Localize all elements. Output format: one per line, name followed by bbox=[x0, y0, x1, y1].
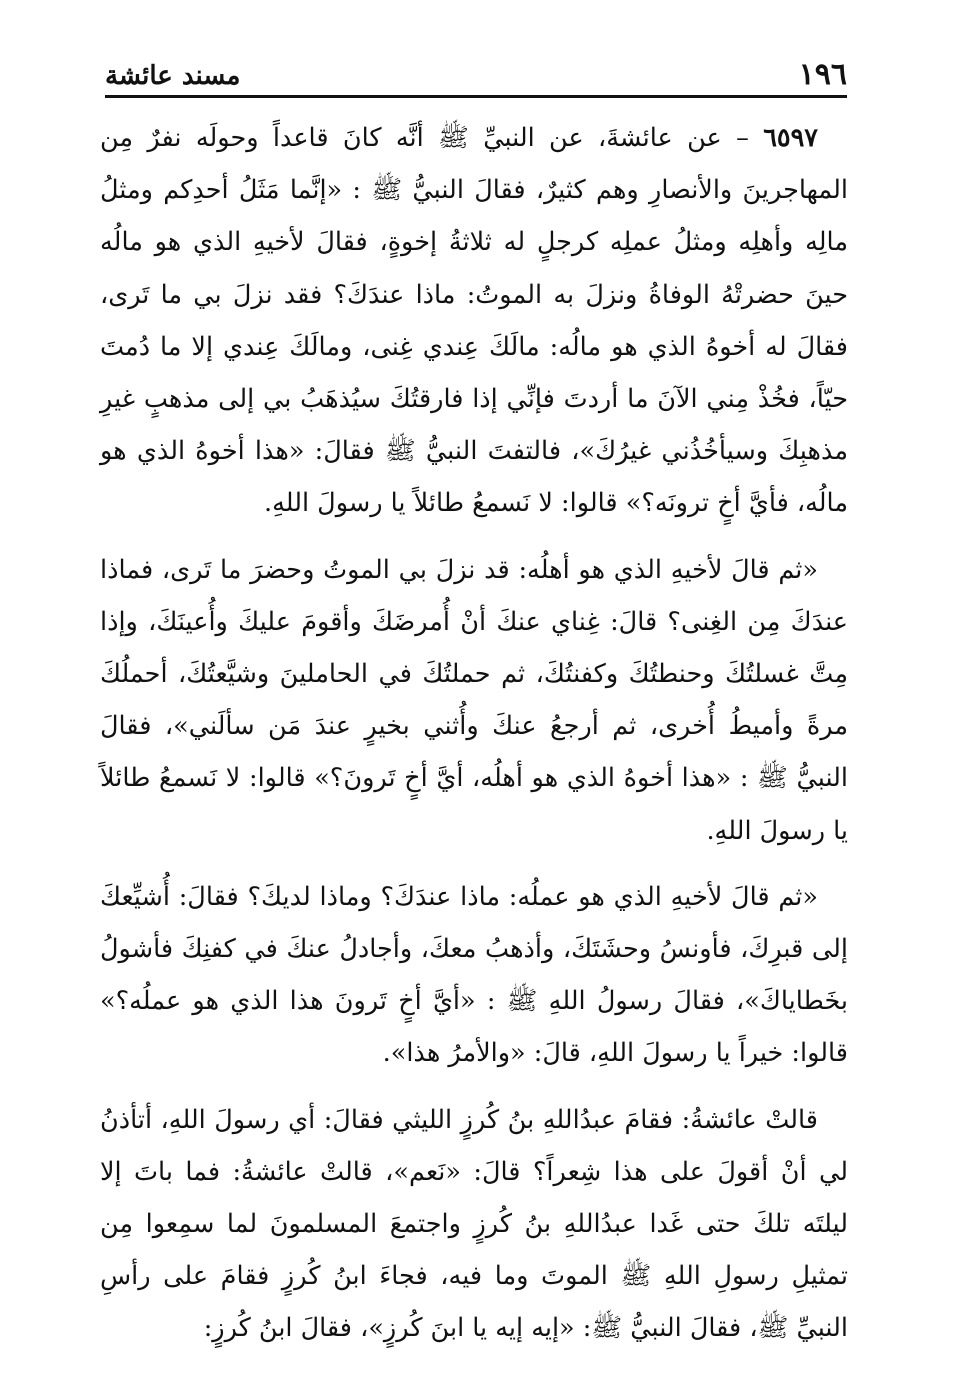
hadith-number: ٦٥٩٧ bbox=[763, 123, 818, 153]
paragraph-third-brother: «ثم قالَ لأخيهِ الذي هو عملُه: ماذا عندَكَ؟ وماذا لديكَ؟ فقالَ: أُشيِّعكَ إلى قبرِكَ، فأونسُ وحشَتَكَ، وأذهبُ معكَ، وأجادلُ عنكَ في كفنِكَ فأشولُ بخَطاياكَ»، فقالَ رسولُ اللهِ ﷺ : «أيَّ أخٍ تَرونَ هذا الذي هو عملُه؟» قالوا: خيراً يا رسولَ اللهِ، قالَ: «والأمرُ هذا». bbox=[100, 881, 848, 1069]
header-rule bbox=[105, 95, 847, 98]
paragraph-hadith-opening bbox=[100, 112, 848, 530]
running-title: مسند عائشة bbox=[105, 61, 241, 91]
main-text bbox=[100, 112, 848, 1355]
paragraph-aisha-narration: قالتْ عائشةُ: فقامَ عبدُاللهِ بنُ كُرزٍ الليثي فقالَ: أي رسولَ اللهِ، أتأذنُ لي أنْ أقولَ على هذا شِعراً؟ قالَ: «نَعم»، قالتْ عائشةُ: فما باتَ إلا ليلتَه تلكَ حتى غَدا عبدُاللهِ بنُ كُرزٍ واجتمعَ المسلمونَ لما سمِعوا مِن تمثيلِ رسولِ اللهِ ﷺ الموتَ وما فيه، فجاءَ ابنُ كُرزٍ فقامَ على رأسِ النبيِّ ﷺ، فقالَ النبيُّ ﷺ: «إيه إيه يا ابنَ كُرزٍ»، فقالَ ابنُ كُرزٍ: bbox=[100, 1104, 848, 1344]
page-header bbox=[105, 58, 847, 98]
page-number: ١٩٦ bbox=[798, 57, 847, 92]
paragraph-text: – عن عائشةَ، عن النبيِّ ﷺ أنَّه كانَ قاعداً وحولَه نفرٌ مِن المهاجرينَ والأنصارِ وهم كثيرٌ، فقالَ النبيُّ ﷺ : «إنَّما مَثَلُ أحدِكم ومثلُ مالِه وأهلِه ومثلُ عملِه كرجلٍ له ثلاثةُ إخوةٍ، فقالَ لأخيهِ الذي هو مالُه حينَ حضرتْهُ الوفاةُ ونزلَ به الموتُ: ماذا عندَكَ؟ فقد نزلَ بي ما تَرى، فقالَ له أخوهُ الذي هو مالُه: مالَكَ عِندي غِنى، ومالَكَ عِندي إلا ما دُمتَ حيّاً، فخُذْ مِني الآنَ ما أردتَ فإنِّي إذا فارقتُكَ سيُذهَبُ بي إلى مذهبٍ غيرِ مذهبِكَ وسيأخُذُني غيرُكَ»، فالتفتَ النبيُّ ﷺ فقالَ: «هذا أخوهُ الذي هو مالُه، فأيَّ أخٍ ترونَه؟» قالوا: لا نَسمعُ طائلاً يا رسولَ اللهِ. bbox=[100, 123, 848, 519]
paragraph-second-brother: «ثم قالَ لأخيهِ الذي هو أهلُه: قد نزلَ بي الموتُ وحضرَ ما تَرى، فماذا عندَكَ مِن الغِنى؟ قالَ: غِناي عنكَ أنْ أُمرضَكَ وأقومَ عليكَ وأُعينَكَ، وإذا مِتَّ غسلتُكَ وحنطتُكَ وكفنتُكَ، ثم حملتُكَ في الحاملينَ وشيَّعتُكَ، أحملُكَ مرةً وأميطُ أُخرى، ثم أرجعُ عنكَ وأُثني بخيرٍ عندَ مَن سألَني»، فقالَ النبيُّ ﷺ : «هذا أخوهُ الذي هو أهلُه، أيَّ أخٍ تَرونَ؟» قالوا: لا نَسمعُ طائلاً يا رسولَ اللهِ. bbox=[100, 554, 848, 846]
